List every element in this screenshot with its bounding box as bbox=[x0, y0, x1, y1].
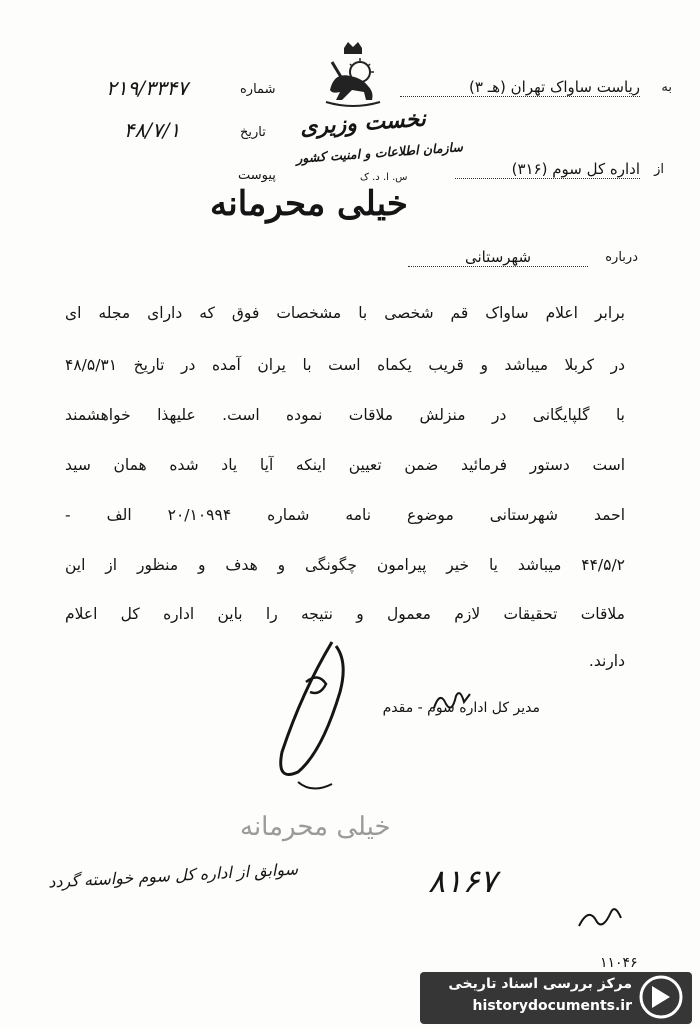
signature-scribble-icon bbox=[430, 686, 474, 716]
footer-url[interactable]: historydocuments.ir bbox=[472, 998, 632, 1014]
subject-label: درباره bbox=[605, 250, 638, 265]
body-line: با گلپایگانی در منزلش ملاقات نموده است. علیهذا خواهشمند bbox=[65, 406, 625, 424]
body-line: ۴۴/۵/۲ میباشد یا خیر پیرامون چگونگی و هدف و منظور از این bbox=[65, 556, 625, 574]
body-line: است دستور فرمائید ضمن تعیین اینکه آیا یاد شده همان سید bbox=[65, 456, 625, 474]
number-label: شماره bbox=[240, 82, 276, 97]
body-line: ملاقات تحقیقات لازم معمول و نتیجه را باین اداره کل اعلام bbox=[65, 605, 625, 623]
body-line: برابر اعلام ساواک قم شخصی با مشخصات فوق که دارای مجله ای bbox=[65, 304, 625, 322]
subject-value: شهرستانی bbox=[408, 248, 588, 267]
to-label: به bbox=[661, 80, 672, 95]
signature-title: مدیر کل اداره سوم - مقدم bbox=[382, 700, 540, 716]
attachment-label: پیوست bbox=[238, 168, 276, 183]
organization-title: سازمان اطلاعات و امنیت کشور bbox=[295, 139, 464, 166]
number-value: ۲۱۹/۳۳۴۷ bbox=[106, 76, 188, 100]
from-label: از bbox=[654, 162, 664, 177]
classification-stamp: خیلی محرمانه bbox=[210, 184, 408, 224]
corner-initials-icon bbox=[575, 900, 625, 934]
bottom-classification-stamp: خیلی محرمانه bbox=[240, 812, 391, 842]
marginal-note: سوابق از اداره کل سوم خواسته گردد bbox=[47, 859, 299, 892]
body-line: احمد شهرستانی موضوع نامه شماره ۲۰/۱۰۹۹۴ الف - bbox=[65, 506, 625, 524]
date-label: تاریخ bbox=[240, 125, 266, 140]
page-number: ۱۱۰۴۶ bbox=[600, 955, 638, 971]
date-value: ۴۸/۷/۱ bbox=[123, 118, 181, 142]
footer-org-name: مرکز بررسی اسناد تاریخی bbox=[448, 976, 632, 992]
body-line: در کربلا میباشد و قریب یکماه است با یران آمده در تاریخ ۴۸/۵/۳۱ bbox=[65, 356, 625, 374]
footer-watermark bbox=[420, 960, 692, 1024]
ministry-title: نخست وزیری bbox=[299, 105, 427, 141]
handwritten-initial-icon bbox=[262, 632, 372, 802]
footer-logo-icon bbox=[638, 974, 684, 1020]
to-value: ریاست ساواک تهران (هـ ۳) bbox=[400, 78, 640, 97]
classification-code: س. ا. د. ک bbox=[360, 172, 408, 183]
reference-number: ۸۱۶۷ bbox=[428, 862, 497, 900]
body-line-last: دارند. bbox=[588, 652, 625, 670]
lion-and-sun-emblem-icon bbox=[322, 42, 384, 108]
from-value: اداره کل سوم (۳۱۶) bbox=[455, 160, 640, 179]
